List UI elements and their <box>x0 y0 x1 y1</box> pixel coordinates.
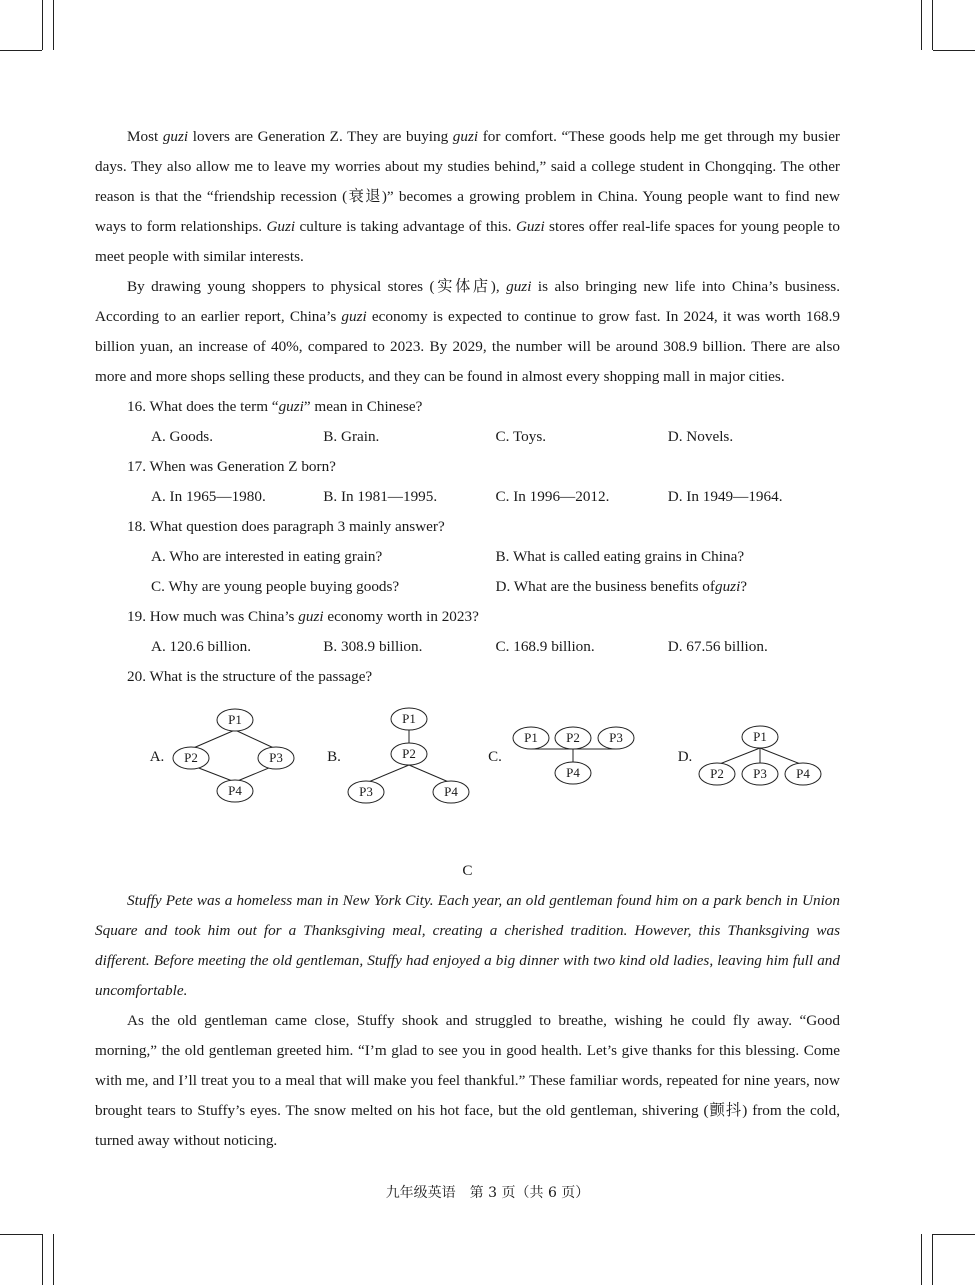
crop-mark-bottom-right-v <box>932 1234 933 1285</box>
option-a: A. Goods. <box>151 428 214 445</box>
section-c-paragraph-1: Stuffy Pete was a homeless man in New York City. Each year, an old gentleman found him on a park bench in Union Square and took him out for a Thanksgiving meal, creating a cherished tradition. However, this Thanksgiving was different. Before meeting the old gentleman, Stuffy had enjoyed a big dinner with two kind old ladies, leaving him full and uncomfortable. <box>95 892 840 999</box>
diagram-a-edge-p1-p3 <box>235 730 276 749</box>
diagram-d-edge-p1-p4 <box>760 748 803 765</box>
question-19-options <box>95 632 840 662</box>
crop-mark-bottom-left-h <box>0 1234 42 1235</box>
diagram-d-label-p4: P4 <box>796 766 810 781</box>
diagram-a-label-p2: P2 <box>184 750 198 765</box>
option-d: D. 67.56 billion. <box>667 638 768 655</box>
crop-mark-top-right-v2 <box>921 0 922 50</box>
question-17: 17. When was Generation Z born? <box>127 458 336 475</box>
option-d: D. Novels. <box>667 428 734 445</box>
section-c-label: C <box>462 862 473 879</box>
option-c: C. Toys. <box>495 428 547 445</box>
crop-mark-bottom-right-h <box>933 1234 975 1235</box>
diagram-b-label-p2: P2 <box>402 746 416 761</box>
option-b: B. In 1981—1995. <box>323 488 438 505</box>
crop-mark-bottom-right-v2 <box>921 1234 922 1285</box>
crop-mark-top-right-h <box>933 50 975 51</box>
passage-b-paragraph-3: Most guzi lovers are Generation Z. They are buying guzi for comfort. “These goods help me get through my busier days. They also allow me to leave my worries about my studies behind,” said a college student in Chongqing. The other reason is that the “friendship recession (衰退)” becomes a growing problem in China. Young people want to find new ways to form relationships. Guzi culture is taking advantage of this. Guzi stores offer real-life spaces for young people to meet people with similar interests. <box>95 128 840 265</box>
crop-mark-top-left-h <box>0 50 42 51</box>
option-c: C. Why are young people buying goods? <box>151 578 400 595</box>
structure-diagrams <box>95 692 840 842</box>
diagram-c-label-p4: P4 <box>566 765 580 780</box>
diagram-c-label-p2: P2 <box>566 730 580 745</box>
option-d: D. In 1949—1964. <box>667 488 783 505</box>
crop-mark-bottom-left-v2 <box>53 1234 54 1285</box>
crop-mark-top-right-v <box>932 0 933 50</box>
page-footer: 九年级英语 第 3 页（共 6 页） <box>385 1185 590 1201</box>
diagram-a-label-p4: P4 <box>228 783 242 798</box>
question-18: 18. What question does paragraph 3 mainly answer? <box>127 518 445 535</box>
diagram-d-label-p2: P2 <box>710 766 724 781</box>
diagram-c-label-p1: P1 <box>524 730 538 745</box>
crop-mark-top-left-v2 <box>53 0 54 50</box>
diagram-a-letter: A. <box>149 749 165 765</box>
question-20: 20. What is the structure of the passage? <box>127 668 373 685</box>
crop-mark-top-left-v <box>42 0 43 50</box>
diagram-a-label-p3: P3 <box>269 750 283 765</box>
option-a: A. In 1965—1980. <box>151 488 266 505</box>
diagram-c-letter: C. <box>488 749 502 765</box>
diagram-d-letter: D. <box>677 749 693 765</box>
passage-b-paragraph-4: By drawing young shoppers to physical stores (实体店), guzi is also bringing new life into China’s business. According to an earlier report, China’s guzi economy is expected to continue to grow fast. In 2024, it was worth 168.9 billion yuan, an increase of 40%, compared to 2023. By 2029, the number will be around 308.9 billion. There are also more and more shops selling these products, and they can be found in almost every shopping mall in major cities. <box>95 278 840 385</box>
diagram-b-label-p1: P1 <box>402 711 416 726</box>
option-b: B. 308.9 billion. <box>323 638 423 655</box>
diagram-b-letter: B. <box>327 749 341 765</box>
option-a: A. Who are interested in eating grain? <box>151 548 383 565</box>
diagram-d-label-p3: P3 <box>753 766 767 781</box>
diagram-a-label-p1: P1 <box>228 712 242 727</box>
diagram-b-label-p4: P4 <box>444 784 458 799</box>
option-b: B. What is called eating grains in China? <box>495 548 745 565</box>
option-d: D. What are the business benefits ofguzi? <box>495 578 748 595</box>
question-16-options <box>95 422 840 452</box>
option-c: C. 168.9 billion. <box>495 638 595 655</box>
diagram-b-label-p3: P3 <box>359 784 373 799</box>
structure-diagrams-svg <box>95 692 840 842</box>
diagram-b-edge-p2-p3 <box>366 765 409 783</box>
diagram-d-edge-p1-p2 <box>717 748 760 765</box>
diagram-c-label-p3: P3 <box>609 730 623 745</box>
option-a: A. 120.6 billion. <box>151 638 251 655</box>
page-content <box>95 122 840 1156</box>
option-b: B. Grain. <box>323 428 380 445</box>
section-c-paragraph-2: As the old gentleman came close, Stuffy shook and struggled to breathe, wishing he could fly away. “Good morning,” the old gentleman greeted him. “I’m glad to see you in good health. Let’s give thanks for this blessing. Come with me, and I’ll treat you to a meal that will make you feel thankful.” These familiar words, repeated for nine years, now brought tears to Stuffy’s eyes. The snow melted on his hot face, but the old gentleman, shivering (颤抖) from the cold, turned away without noticing. <box>95 1012 840 1149</box>
diagram-a-edge-p1-p2 <box>191 730 235 749</box>
question-19: 19. How much was China’s guzi economy worth in 2023? <box>127 608 479 625</box>
question-17-options <box>95 482 840 512</box>
diagram-b-edge-p2-p4 <box>409 765 451 783</box>
question-16: 16. What does the term “guzi” mean in Chinese? <box>127 398 423 415</box>
diagram-d-label-p1: P1 <box>753 729 767 744</box>
question-18-options-row1 <box>95 542 840 572</box>
question-18-options-row2 <box>95 572 840 602</box>
crop-mark-bottom-left-v <box>42 1234 43 1285</box>
option-c: C. In 1996—2012. <box>495 488 610 505</box>
